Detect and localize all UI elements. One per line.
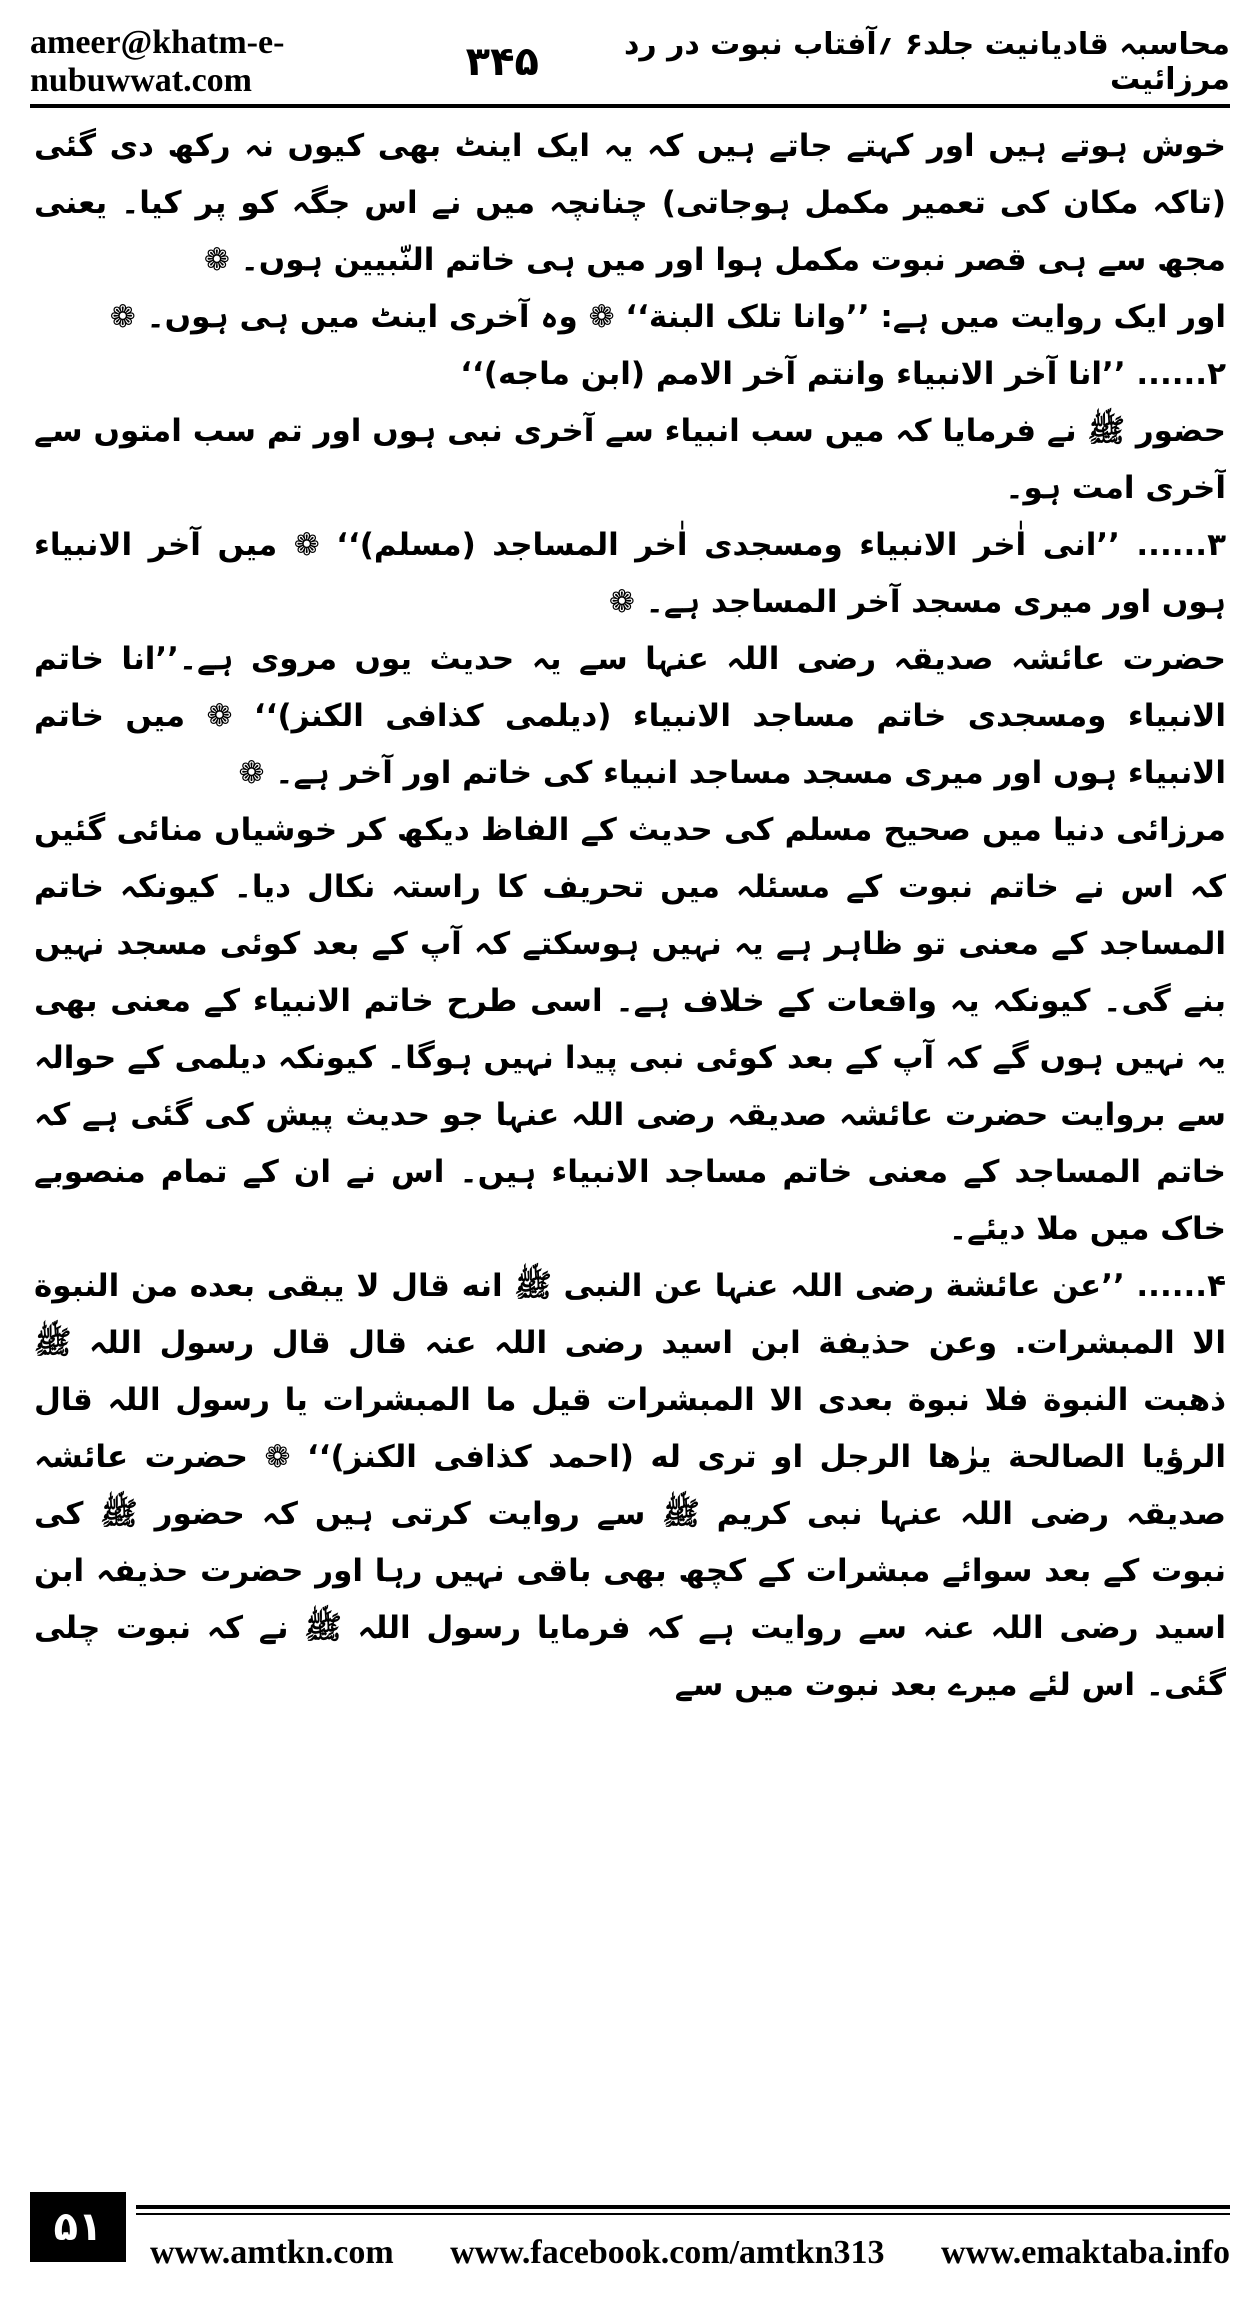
paragraph-3: ۲...... ’’انا آخر الانبیاء وانتم آخر الامم (ابن ماجه)‘‘ <box>460 356 1226 392</box>
paragraph-4: حضور ﷺ نے فرمایا کہ میں سب انبیاء سے آخری نبی ہوں اور تم سب امتوں سے آخری امت ہو۔ <box>34 413 1226 506</box>
page-body <box>34 118 1226 2173</box>
header-title-group <box>466 27 1230 97</box>
page-header <box>30 22 1230 102</box>
footer-link-emaktaba[interactable]: www.emaktaba.info <box>940 2234 1230 2271</box>
footer-rule <box>136 2205 1230 2209</box>
footer-link-amtkn[interactable]: www.amtkn.com <box>150 2234 394 2271</box>
header-rule <box>30 104 1230 108</box>
paragraph-8: ۴...... ’’عن عائشة رضی اللہ عنہا عن النبی ﷺ انه قال لا یبقی بعده من النبوة الا المبشرات. وعن حذیفة ابن اسید رضی اللہ عنہ قال قال رسول اللہ ﷺ ذهبت النبوة فلا نبوة بعدی الا المبشرات قیل ما المبشرات یا رسول اللہ قال الرؤیا الصالحة یرٰها الرجل او تری له (احمد کذافی الکنز)‘‘ ❁ حضرت عائشہ صدیقہ رضی اللہ عنہا نبی کریم ﷺ سے روایت کرتی ہیں کہ حضور ﷺ کی نبوت کے بعد سوائے مبشرات کے کچھ بھی باقی نہیں رہا اور حضرت حذیفہ ابن اسید رضی اللہ عنہ سے روایت ہے کہ فرمایا رسول اللہ ﷺ نے کہ نبوت چلی گئی۔ اس لئے میرے بعد نبوت میں سے <box>34 1268 1226 1703</box>
header-email: ameer@khatm-e-nubuwwat.com <box>30 24 285 99</box>
footer-link-facebook[interactable]: www.facebook.com/amtkn313 <box>450 2234 885 2271</box>
page-number: ۳۴۵ <box>465 39 539 85</box>
paragraph-6: حضرت عائشہ صدیقہ رضی اللہ عنہا سے یہ حدیث یوں مروی ہے۔’’انا خاتم الانبیاء ومسجدی خاتم مساجد الانبیاء (دیلمی کذافی الکنز)‘‘ ❁ میں خاتم الانبیاء ہوں اور میری مسجد مساجد انبیاء کی خاتم اور آخر ہے۔ ❁ <box>34 641 1226 791</box>
book-title: محاسبہ قادیانیت جلد۶ ؍آفتاب نبوت در رد مرزائیت <box>623 27 1230 97</box>
paragraph-2: اور ایک روایت میں ہے: ’’وانا تلک البنة‘‘ ❁ وہ آخری اینٹ میں ہی ہوں۔ ❁ <box>109 299 1226 335</box>
paragraph-5: ۳...... ’’انی اٰخر الانبیاء ومسجدی اٰخر المساجد (مسلم)‘‘ ❁ میں آخر الانبیاء ہوں اور میری مسجد آخر المساجد ہے۔ ❁ <box>34 527 1226 620</box>
paragraph-1: خوش ہوتے ہیں اور کہتے جاتے ہیں کہ یہ ایک اینٹ بھی کیوں نہ رکھ دی گئی (تاکہ مکان کی تعمیر مکمل ہوجاتی) چنانچہ میں نے اس جگہ کو پر کیا۔ یعنی مجھ سے ہی قصر نبوت مکمل ہوا اور میں ہی خاتم النّبیین ہوں۔ ❁ <box>34 128 1226 278</box>
footer-page-number: ۵۱ <box>30 2192 126 2262</box>
footer-links <box>150 2228 1230 2278</box>
footer-rule-thin <box>136 2213 1230 2215</box>
paragraph-7: مرزائی دنیا میں صحیح مسلم کی حدیث کے الفاظ دیکھ کر خوشیاں منائی گئیں کہ اس نے خاتم نبوت کے مسئلہ میں تحریف کا راستہ نکال دیا۔ کیونکہ خاتم المساجد کے معنی تو ظاہر ہے یہ نہیں ہوسکتے کہ آپ کے بعد کوئی مسجد نہیں بنے گی۔ کیونکہ یہ واقعات کے خلاف ہے۔ اسی طرح خاتم الانبیاء کے معنی بھی یہ نہیں ہوں گے کہ آپ کے بعد کوئی نبی پیدا نہیں ہوگا۔ کیونکہ دیلمی کے حوالہ سے بروایت حضرت عائشہ صدیقہ رضی اللہ عنہا جو حدیث پیش کی گئی ہے کہ خاتم المساجد کے معنی خاتم مساجد الانبیاء ہیں۔ اس نے ان کے تمام منصوبے خاک میں ملا دیئے۔ <box>34 812 1226 1247</box>
